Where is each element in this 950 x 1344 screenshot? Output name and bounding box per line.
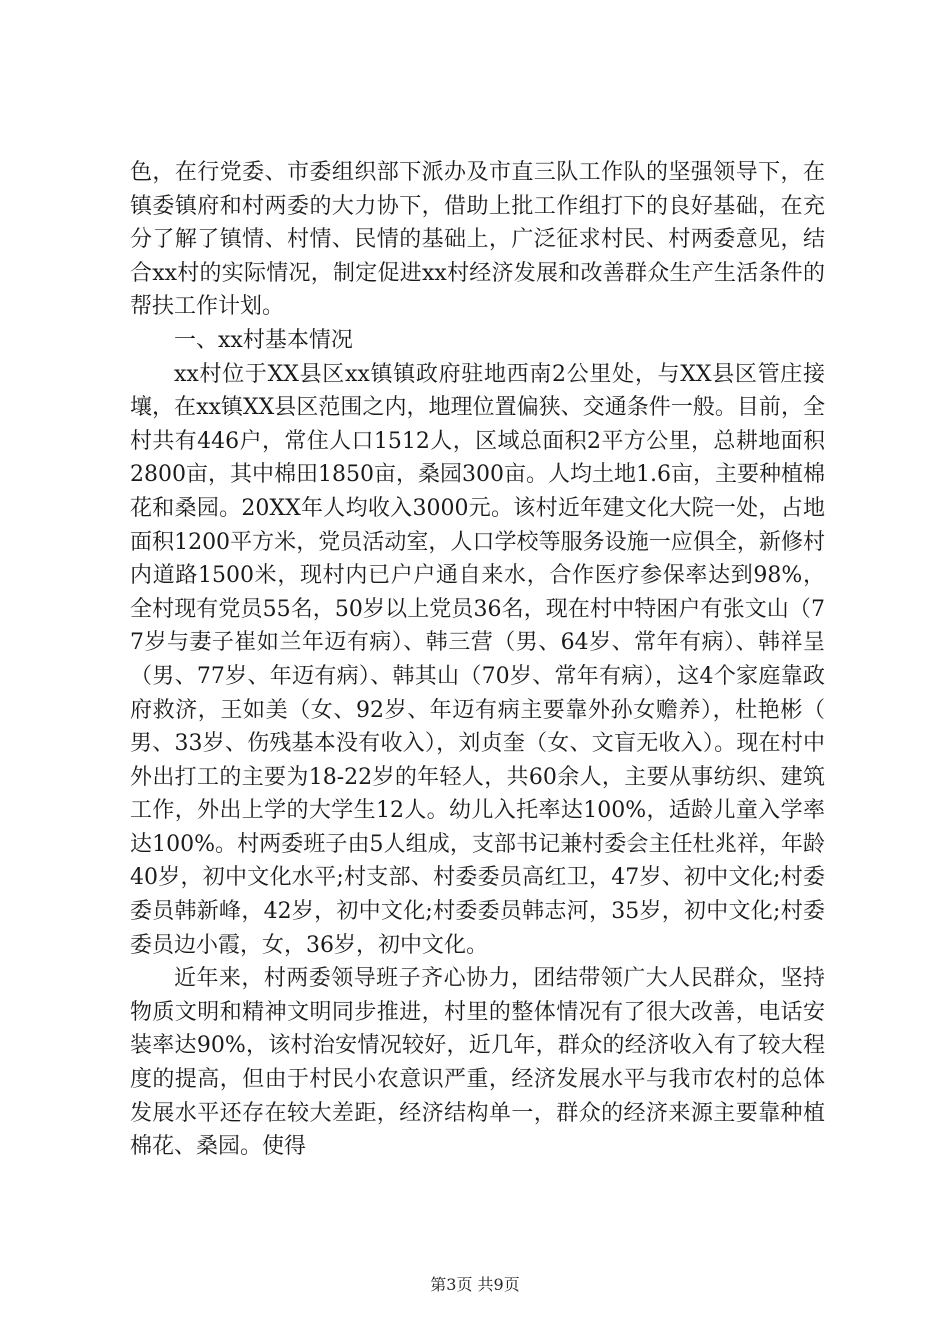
page-number-footer: 第3页 共9页 (430, 1275, 520, 1294)
section-heading-basic-info: 一、xx村基本情况 (174, 327, 353, 353)
paragraph-intro-continued: 色，在行党委、市委组织部下派办及市直三队工作队的坚强领导下，在镇委镇府和村两委的大力协下，借助上批工作组打下的良好基础，在充分了解了镇情、村情、民情的基础上，广泛征求村民、村两委意见，结合xx村的实际情况，制定促进xx村经济发展和改善群众生产生活条件的帮扶工作计划。 (130, 160, 825, 320)
paragraph-recent-years: 近年来，村两委领导班子齐心协力，团结带领广大人民群众，坚持物质文明和精神文明同步推进，村里的整体情况有了很大改善，电话安装率达90%，该村治安情况较好，近几年，群众的经济收入有了较大程度的提高，但由于村民小农意识严重，经济发展水平与我市农村的总体发展水平还存在较大差距，经济结构单一，群众的经济来源主要靠种植棉花、桑园。使得 (130, 966, 825, 1160)
document-body (130, 156, 825, 1164)
paragraph-village-overview: xx村位于XX县区xx镇镇政府驻地西南2公里处，与XX县区管庄接壤，在xx镇XX县区范围之内，地理位置偏狭、交通条件一般。目前，全村共有446户，常住人口1512人，区域总面积2平方公里，总耕地面积2800亩，其中棉田1850亩，桑园300亩。人均土地1.6亩，主要种植棉花和桑园。20XX年人均收入3000元。该村近年建文化大院一处，占地面积1200平方米，党员活动室，人口学校等服务设施一应俱全，新修村内道路1500米，现村内已户户通自来水，合作医疗参保率达到98%，全村现有党员55名，50岁以上党员36名，现在村中特困户有张文山（77岁与妻子崔如兰年迈有病）、韩三营（男、64岁、常年有病）、韩祥呈（男、77岁、年迈有病）、韩其山（70岁、常年有病），这4个家庭靠政府救济，王如美（女、92岁、年迈有病主要靠外孙女赡养），杜艳彬（男、33岁、伤残基本没有收入），刘贞奎（女、文盲无收入）。现在村中外出打工的主要为18-22岁的年轻人，共60余人，主要从事纺织、建筑工作，外出上学的大学生12人。幼儿入托率达100%，适龄儿童入学率达100%。村两委班子由5人组成，支部书记兼村委会主任杜兆祥，年龄40岁，初中文化水平;村支部、村委委员高红卫，47岁、初中文化;村委委员韩新峰，42岁，初中文化;村委委员韩志河，35岁，初中文化;村委委员边小霞，女，36岁，初中文化。 (130, 361, 825, 958)
